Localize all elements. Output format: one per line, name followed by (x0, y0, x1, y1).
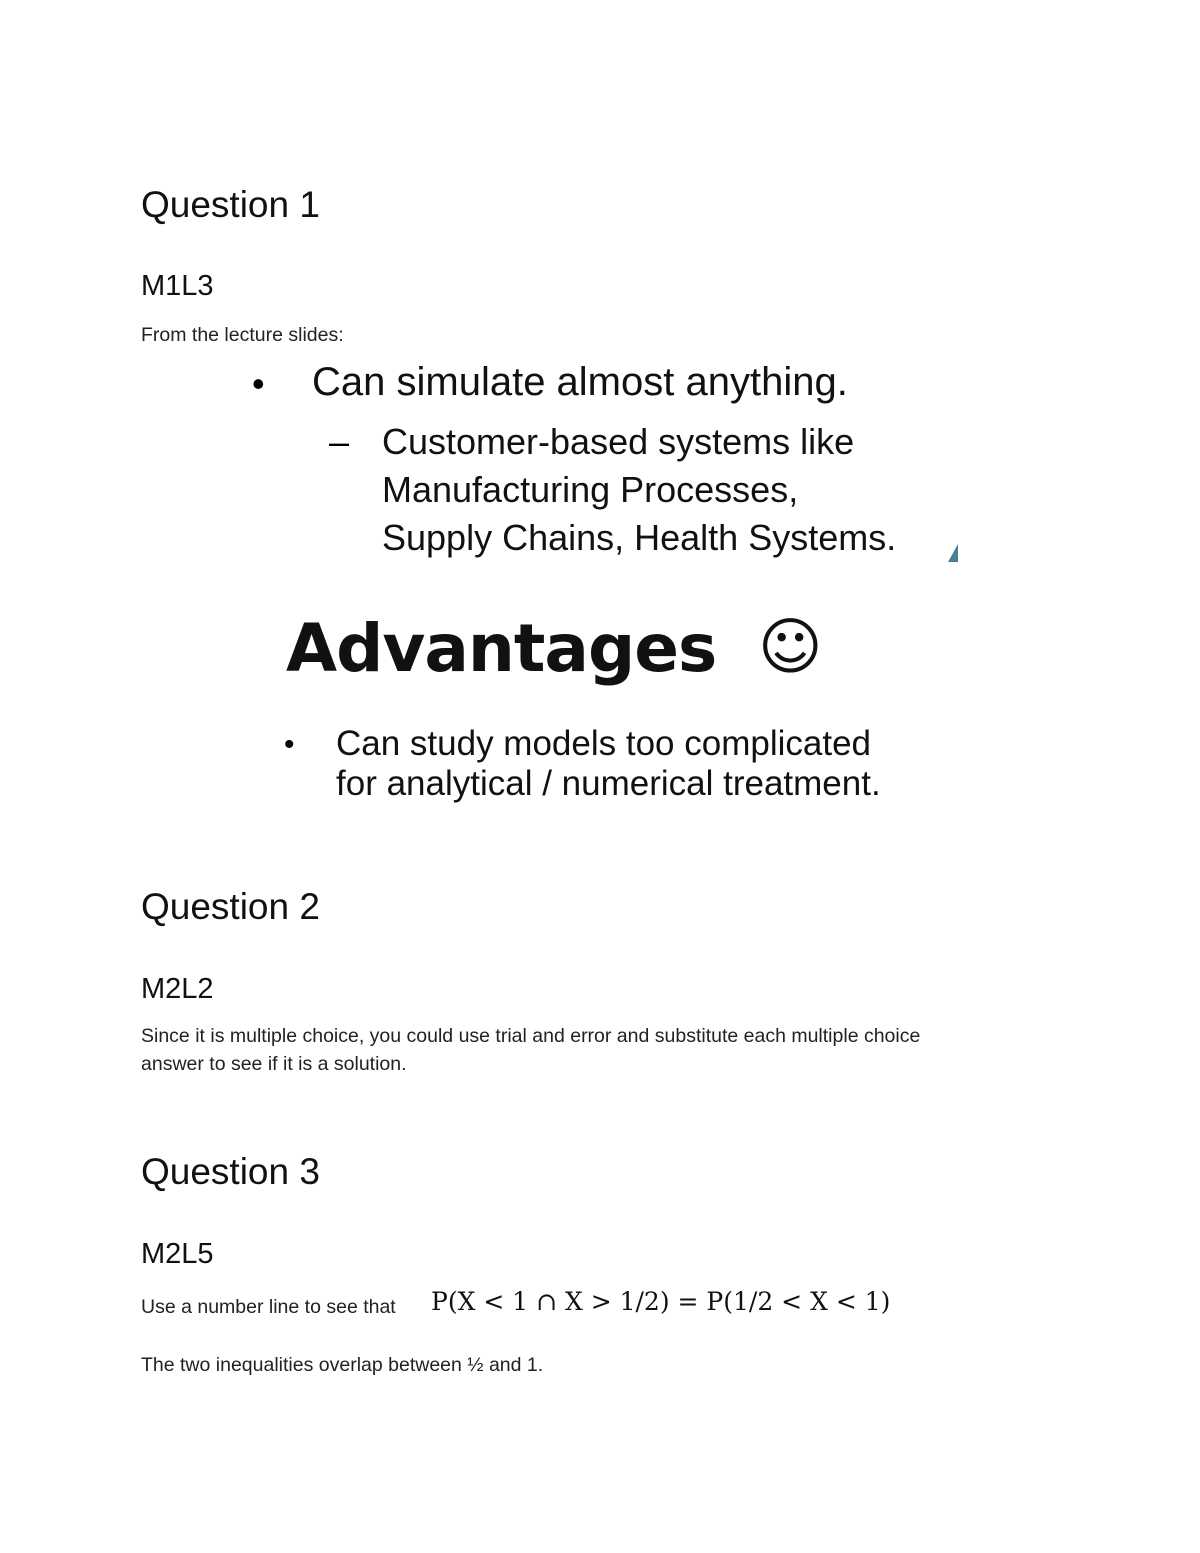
question-3-title: Question 3 (141, 1151, 320, 1192)
question-3-lesson: M2L5 (141, 1238, 214, 1270)
slide-bullet-text: Can simulate almost anything. (312, 360, 848, 404)
question-2-body-line: answer to see if it is a solution. (141, 1053, 407, 1075)
question-1-title: Question 1 (141, 184, 320, 225)
question-3-lead: Use a number line to see that (141, 1296, 396, 1318)
question-2-title: Question 2 (141, 886, 320, 927)
question-1-intro: From the lecture slides: (141, 324, 344, 346)
slide-bullet-icon: • (252, 363, 265, 404)
slide-sub-line: Customer-based systems like (382, 421, 855, 462)
slide-sub-line: Manufacturing Processes, (382, 469, 799, 510)
slide-corner-marker-icon (948, 544, 958, 562)
question-1-lesson: M1L3 (141, 270, 214, 302)
question-2-body-line: Since it is multiple choice, you could use trial and error and substitute each multiple choice (141, 1025, 921, 1047)
smiley-icon: ☺ (758, 610, 823, 683)
question-3-conclusion: The two inequalities overlap between ½ and 1. (141, 1354, 544, 1376)
slide-bullet-line: Can study models too complicated (336, 724, 871, 763)
slide-sub-dash: – (329, 421, 350, 462)
slide-bullet-line: for analytical / numerical treatment. (336, 764, 881, 803)
question-2-lesson: M2L2 (141, 973, 214, 1005)
slide-sub-line: Supply Chains, Health Systems. (382, 517, 897, 558)
slide-bullet-icon: • (284, 728, 295, 761)
advantages-heading: Advantages (286, 610, 717, 687)
question-3-equation: P(X < 1 ∩ X > 1/2) = P(1/2 < X < 1) (431, 1287, 891, 1316)
